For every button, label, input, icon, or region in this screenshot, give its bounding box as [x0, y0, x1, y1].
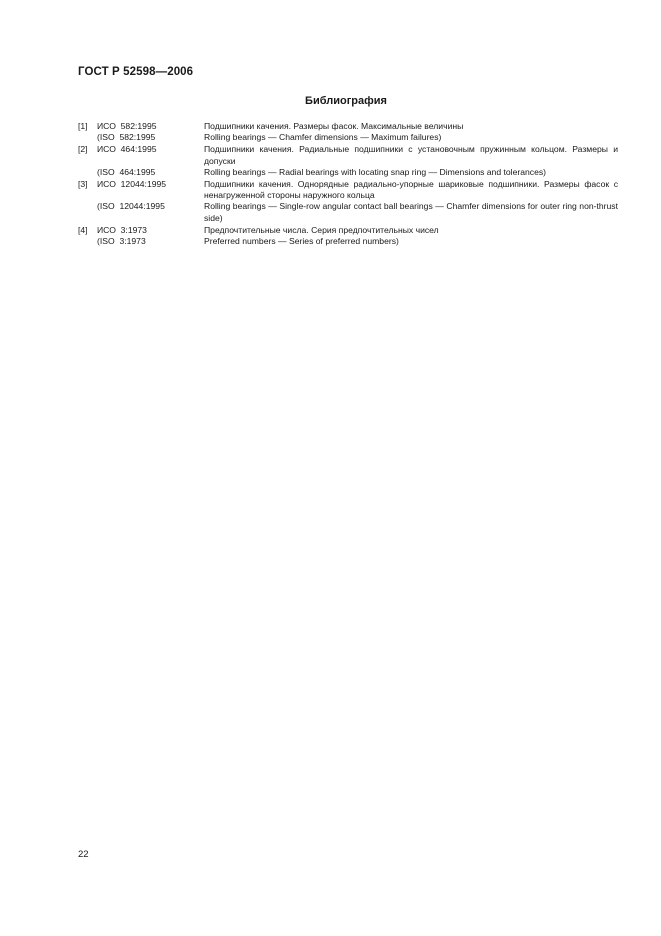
entry-title-en: Rolling bearings — Single-row angular contact ball bearings — Chamfer dimensions for outer ring non-thrust side): [204, 201, 618, 223]
entry-title-en: Preferred numbers — Series of preferred numbers): [204, 236, 399, 247]
entry-russian-line: [78, 144, 618, 166]
document-id: ГОСТ Р 52598—2006: [78, 66, 194, 78]
bibliography-entry: [78, 179, 618, 224]
entry-standard-code-en: (ISO 464:1995: [97, 166, 156, 177]
entry-title-ru: Подшипники качения. Однорядные радиально-упорные шариковые подшипники. Размеры фасок с ненагруженной стороны наружного кольца: [204, 179, 618, 201]
entry-standard-code-en: (ISO 3:1973: [97, 236, 146, 247]
entry-russian-line: [78, 121, 618, 132]
bibliography-list: [78, 121, 618, 248]
entry-title-en: Rolling bearings — Radial bearings with locating snap ring — Dimensions and tolerances): [204, 166, 547, 177]
entry-russian-line: [78, 179, 618, 201]
entry-number: [3]: [78, 179, 88, 190]
entry-english-line: [78, 201, 618, 223]
entry-standard-code-en: (ISO 12044:1995: [97, 201, 165, 212]
entry-standard-code: ИСО 3:1973: [97, 224, 147, 235]
entry-russian-line: [78, 225, 618, 236]
entry-number: [1]: [78, 121, 88, 131]
entry-english-line: [78, 236, 618, 247]
entry-number: [2]: [78, 144, 88, 155]
bibliography-entry: [78, 121, 618, 143]
entry-standard-code: ИСО 582:1995: [97, 121, 157, 131]
entry-standard-code-en: (ISO 582:1995: [97, 132, 156, 143]
entry-english-line: [78, 132, 618, 143]
entry-title-en: Rolling bearings — Chamfer dimensions — Maximum failures): [204, 132, 442, 143]
entry-number: [4]: [78, 224, 88, 235]
page-number: 22: [78, 849, 89, 860]
entry-english-line: [78, 167, 618, 178]
entry-title-ru: Предпочтительные числа. Серия предпочтительных чисел: [204, 224, 439, 235]
entry-title-ru: Подшипники качения. Размеры фасок. Максимальные величины: [204, 121, 464, 131]
entry-standard-code: ИСО 464:1995: [97, 144, 157, 155]
bibliography-entry: [78, 225, 618, 247]
entry-standard-code: ИСО 12044:1995: [97, 179, 167, 190]
entry-title-ru: Подшипники качения. Радиальные подшипники с установочным пружинным кольцом. Размеры и допуски: [204, 144, 618, 166]
bibliography-title: Библиография: [305, 95, 387, 107]
bibliography-entry: [78, 144, 618, 178]
